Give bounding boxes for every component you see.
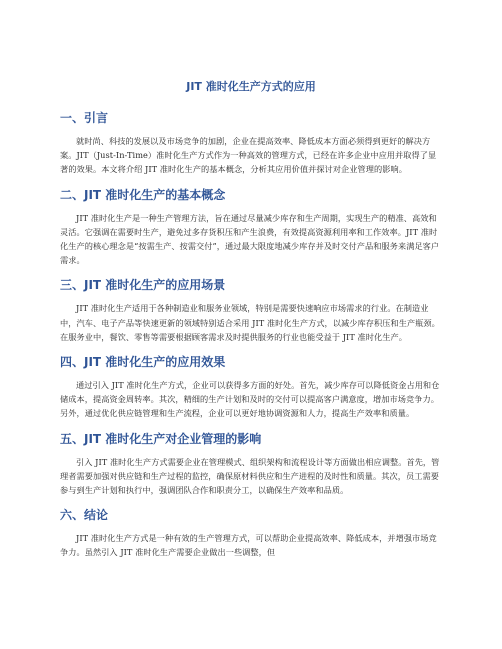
- document-title: JIT 准时化生产方式的应用: [186, 80, 316, 93]
- section-heading-application-effects: 四、JIT 准时化生产的应用效果: [60, 355, 226, 370]
- section-heading-management-impact: 五、JIT 准时化生产对企业管理的影响: [60, 431, 262, 446]
- section-heading-introduction: 一、引言: [60, 111, 109, 125]
- section-paragraph-introduction: 就时尚、科技的发展以及市场竞争的加剧，企业在提高效率、降低成本方面必须得到更好的解决方案。JIT（Just-In-Time）准时化生产方式作为一种高效的管理方式，已经在许多企业中应用并取得了显著的效果。本文将介绍 JIT 准时化生产的基本概念，分析其应用价值并探讨对企业管理的影响。: [60, 136, 437, 175]
- section-heading-application-scenarios: 三、JIT 准时化生产的应用场景: [60, 278, 226, 293]
- section-paragraph-management-impact: 引入 JIT 准时化生产方式需要企业在管理模式、组织架构和流程设计等方面做出相应调整。首先，管理者需要加强对供应链和生产过程的监控，确保原材料供应和生产进程的及时性和质量。其次，员工需要参与到生产计划和执行中，强调团队合作和职责分工，以确保生产效率和品质。: [60, 456, 440, 496]
- section-heading-basic-concept: 二、JIT 准时化生产的基本概念: [60, 187, 226, 202]
- section-paragraph-basic-concept: JIT 准时化生产是一种生产管理方法，旨在通过尽量减少库存和生产周期，实现生产的精准、高效和灵活。它强调在需要时生产，避免过多存货积压和产生浪费，有效提高资源利用率和工作效率。JIT 准时化生产的核心理念是“按需生产、按需交付”，通过最大限度地减少库存并及时交付产品和服务来满足客户需求。: [60, 212, 440, 266]
- section-paragraph-application-scenarios: JIT 准时化生产适用于各种制造业和服务业领域，特别是需要快速响应市场需求的行业。在制造业中，汽车、电子产品等快速更新的领域特别适合采用 JIT 准时化生产方式，以减少库存积压和生产瓶颈。在服务业中，餐饮、零售等需要根据顾客需求及时提供服务的行业也能受益于 JIT 准时化生产。: [60, 303, 440, 342]
- section-heading-conclusion: 六、结论: [60, 508, 109, 523]
- section-paragraph-conclusion: JIT 准时化生产方式是一种有效的生产管理方式，可以帮助企业提高效率、降低成本，并增强市场竞争力。虽然引入 JIT 准时化生产需要企业做出一些调整，但: [60, 533, 437, 558]
- section-paragraph-application-effects: 通过引入 JIT 准时化生产方式，企业可以获得多方面的好处。首先，减少库存可以降低资金占用和仓储成本，提高资金周转率。其次，精细的生产计划和及时的交付可以提高客户满意度，增加市场竞争力。另外，通过优化供应链管理和生产流程，企业可以更好地协调资源和人力，提高生产效率和质量。: [60, 380, 440, 419]
